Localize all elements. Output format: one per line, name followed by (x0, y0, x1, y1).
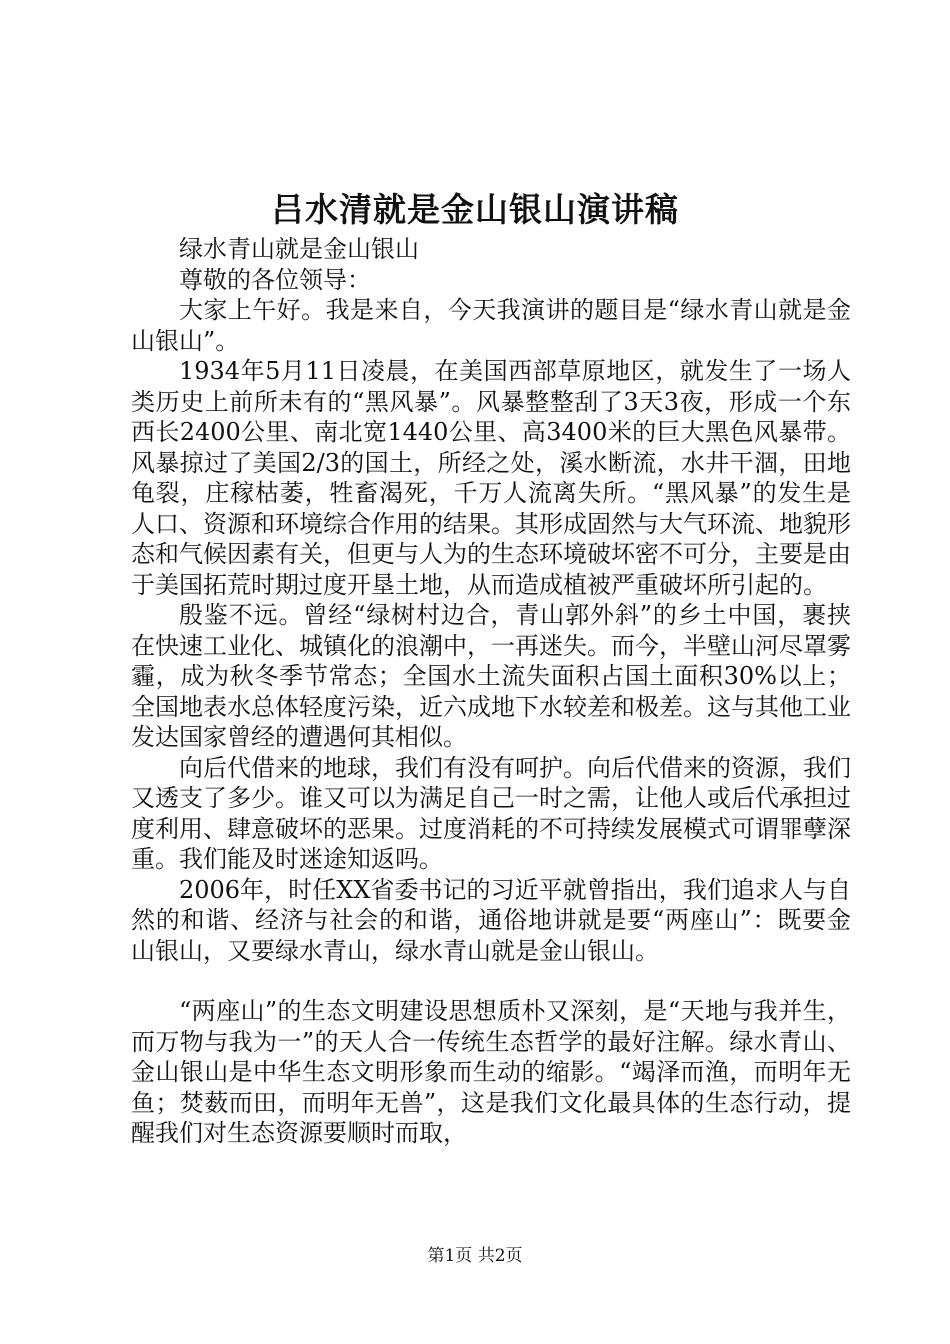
document-body (131, 234, 851, 1149)
paragraph-greeting: 大家上午好。我是来自，今天我演讲的题目是“绿水青山就是金山银山”。 (131, 296, 851, 355)
page-footer: 第1页 共2页 (427, 1246, 523, 1266)
paragraph-subtitle: 绿水青山就是金山银山 (179, 235, 419, 263)
paragraph-future-generations: 向后代借来的地球，我们有没有呵护。向后代借来的资源，我们又透支了多少。谁又可以为满足自己一时之需，让他人或后代承担过度利用、肆意破坏的恶果。过度消耗的不可持续发展模式可谓罪孽深重。我们能及时迷途知返吗。 (131, 753, 851, 873)
paragraph-2006: 2006年，时任XX省委书记的习近平就曾指出，我们追求人与自然的和谐、经济与社会的和谐，通俗地讲就是要“两座山”：既要金山银山，又要绿水青山，绿水青山就是金山银山。 (131, 875, 851, 965)
paragraph-black-storm: 1934年5月11日凌晨，在美国西部草原地区，就发生了一场人类历史上前所未有的“黑风暴”。风暴整整刮了3天3夜，形成一个东西长2400公里、南北宽1440公里、高3400米的巨大黑色风暴带。风暴掠过了美国2/3的国土，所经之处，溪水断流，水井干涸，田地龟裂，庄稼枯萎，牲畜渴死，千万人流离失所。“黑风暴”的发生是人口、资源和环境综合作用的结果。其形成固然与大气环流、地貌形态和气候因素有关，但更与人为的生态环境破坏密不可分，主要是由于美国拓荒时期过度开垦土地，从而造成植被严重破坏所引起的。 (131, 357, 851, 599)
document-title: 吕水清就是金山银山演讲稿 (271, 190, 679, 229)
paragraph-lesson: 殷鉴不远。曾经“绿树村边合，青山郭外斜”的乡土中国，裹挟在快速工业化、城镇化的浪潮中，一再迷失。而今，半壁山河尽罩雾霾，成为秋冬季节常态；全国水土流失面积占国土面积30%以上；全国地表水总体轻度污染，近六成地下水较差和极差。这与其他工业发达国家曾经的遭遇何其相似。 (131, 601, 851, 751)
paragraph-two-mountains: “两座山”的生态文明建设思想质朴又深刻，是“天地与我并生，而万物与我为一”的天人合一传统生态哲学的最好注解。绿水青山、金山银山是中华生态文明形象而生动的缩影。“竭泽而渔，而明年无鱼；焚薮而田，而明年无兽”，这是我们文化最具体的生态行动，提醒我们对生态资源要顺时而取， (131, 997, 851, 1147)
paragraph-salutation: 尊敬的各位领导： (179, 265, 371, 294)
